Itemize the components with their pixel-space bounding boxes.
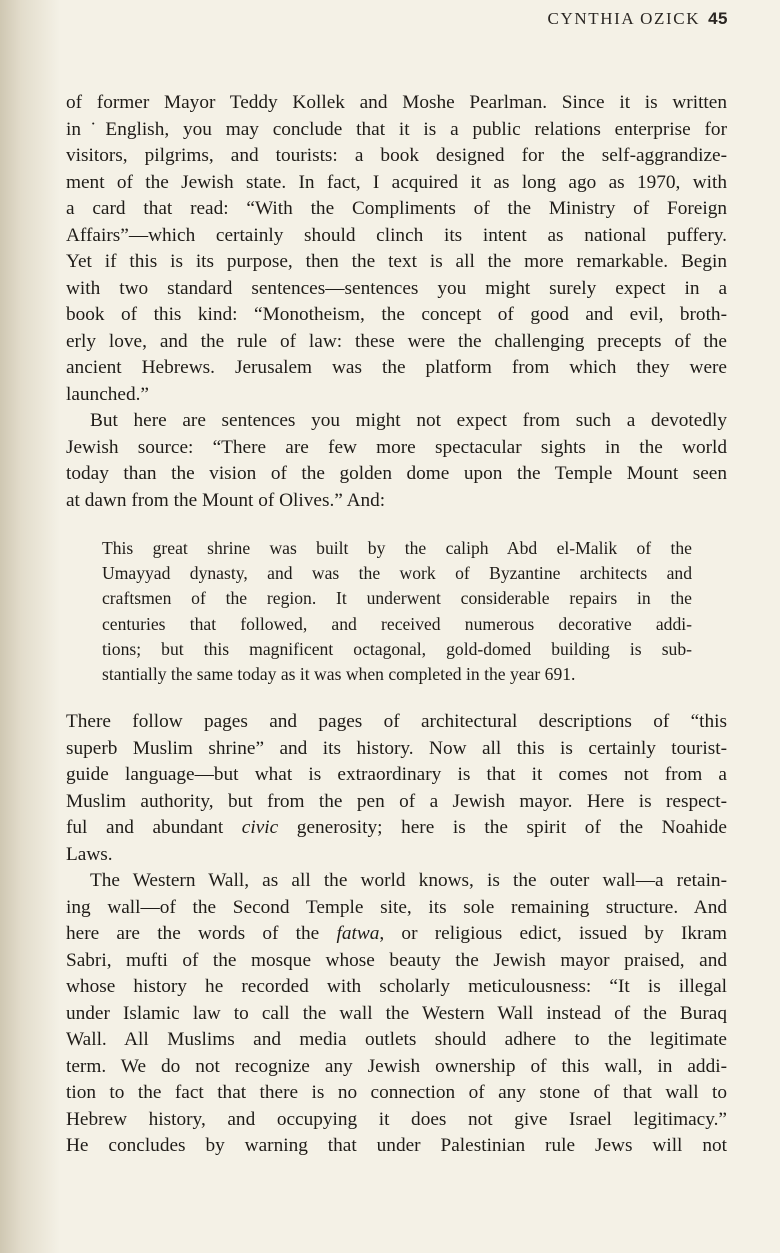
text-line: The Western Wall, as all the world knows, is the outer wall—a retain- xyxy=(90,870,727,892)
paragraph-1 xyxy=(66,90,727,408)
paragraph-2 xyxy=(66,408,727,514)
text-line: Muslim authority, but from the pen of a Jewish mayor. Here is respect- xyxy=(66,790,727,812)
paragraph-4 xyxy=(66,868,727,1160)
text-line: ing wall—of the Second Temple site, its sole remaining structure. And xyxy=(66,896,727,918)
paragraph-3 xyxy=(66,709,727,868)
text-line: Laws. xyxy=(66,843,113,865)
text-line: Hebrew history, and occupying it does not give Israel legitimacy.” xyxy=(66,1108,727,1130)
text-line: launched.” xyxy=(66,383,149,405)
text-line: Affairs”—which certainly should clinch its intent as national puffery. xyxy=(66,224,727,246)
text-line: Yet if this is its purpose, then the text is all the more remarkable. Begin xyxy=(66,251,727,272)
text-line: superb Muslim shrine” and its history. Now all this is certainly tourist- xyxy=(66,737,727,759)
text-run: here are the words of the xyxy=(66,923,337,945)
text-run: , or religious edict, issued by Ikram xyxy=(379,923,727,945)
text-line: ancient Hebrews. Jerusalem was the platform from which they were xyxy=(66,357,727,378)
italic-word: fatwa xyxy=(336,923,380,945)
text-line xyxy=(66,921,727,948)
quote-line: centuries that followed, and received numerous decorative addi- xyxy=(102,613,692,634)
text-run: generosity; here is the spirit of the Noahide xyxy=(278,817,727,839)
text-line: visitors, pilgrims, and tourists: a book designed for the self-aggrandize- xyxy=(66,145,727,166)
text-line: whose history he recorded with scholarly meticulousness: “It is illegal xyxy=(66,976,727,998)
text-line: term. We do not recognize any Jewish ownership of this wall, in addi- xyxy=(66,1055,727,1077)
running-head-author: CYNTHIA OZICK xyxy=(547,9,701,28)
text-line: tion to the fact that there is no connection of any stone of that wall to xyxy=(66,1082,727,1104)
text-line: of former Mayor Teddy Kollek and Moshe Pearlman. Since it is written xyxy=(66,92,727,113)
text-line: Sabri, mufti of the mosque whose beauty the Jewish mayor praised, and xyxy=(66,949,727,971)
text-run: ful and abundant xyxy=(66,817,242,839)
quote-line: craftsmen of the region. It underwent considerable repairs in the xyxy=(102,588,692,609)
quote-line: tions; but this magnificent octagonal, gold-domed building is sub- xyxy=(102,638,692,659)
text-line: erly love, and the rule of law: these were the challenging precepts of the xyxy=(66,330,727,352)
text-line: guide language—but what is extraordinary is that it comes not from a xyxy=(66,764,727,786)
quote-line: Umayyad dynasty, and was the work of Byzantine architects and xyxy=(102,563,692,584)
text-line: He concludes by warning that under Palestinian rule Jews will not xyxy=(66,1135,727,1157)
text-line: today than the vision of the golden dome upon the Temple Mount seen xyxy=(66,463,727,484)
quote-line: stantially the same today as it was when completed in the year 691. xyxy=(102,663,576,684)
text-line: under Islamic law to call the wall the Western Wall instead of the Buraq xyxy=(66,1002,727,1024)
page-gutter-shadow xyxy=(0,0,60,1253)
text-line: Jewish source: “There are few more spectacular sights in the world xyxy=(66,436,727,458)
quote-line: This great shrine was built by the caliph Abd el-Malik of the xyxy=(102,538,692,558)
block-quote xyxy=(102,536,692,687)
page-number: 45 xyxy=(708,9,728,28)
text-line xyxy=(66,815,727,842)
spacer xyxy=(66,514,727,536)
text-line: But here are sentences you might not expect from such a devotedly xyxy=(90,410,727,431)
text-line: ment of the Jewish state. In fact, I acquired it as long ago as 1970, with xyxy=(66,171,727,193)
italic-word: civic xyxy=(241,817,279,839)
body-text xyxy=(66,90,727,1160)
text-line: a card that read: “With the Compliments of the Ministry of Foreign xyxy=(66,198,727,219)
text-line: in˙English, you may conclude that it is a public relations enterprise for xyxy=(66,118,727,140)
text-line: with two standard sentences—sentences you might surely expect in a xyxy=(66,277,727,299)
text-line: book of this kind: “Monotheism, the concept of good and evil, broth- xyxy=(66,304,727,325)
text-line: at dawn from the Mount of Olives.” And: xyxy=(66,489,386,511)
spacer xyxy=(66,687,727,709)
running-head xyxy=(548,9,728,29)
text-line: Wall. All Muslims and media outlets should adhere to the legitimate xyxy=(66,1029,727,1051)
text-line: There follow pages and pages of architectural descriptions of “this xyxy=(66,711,727,733)
